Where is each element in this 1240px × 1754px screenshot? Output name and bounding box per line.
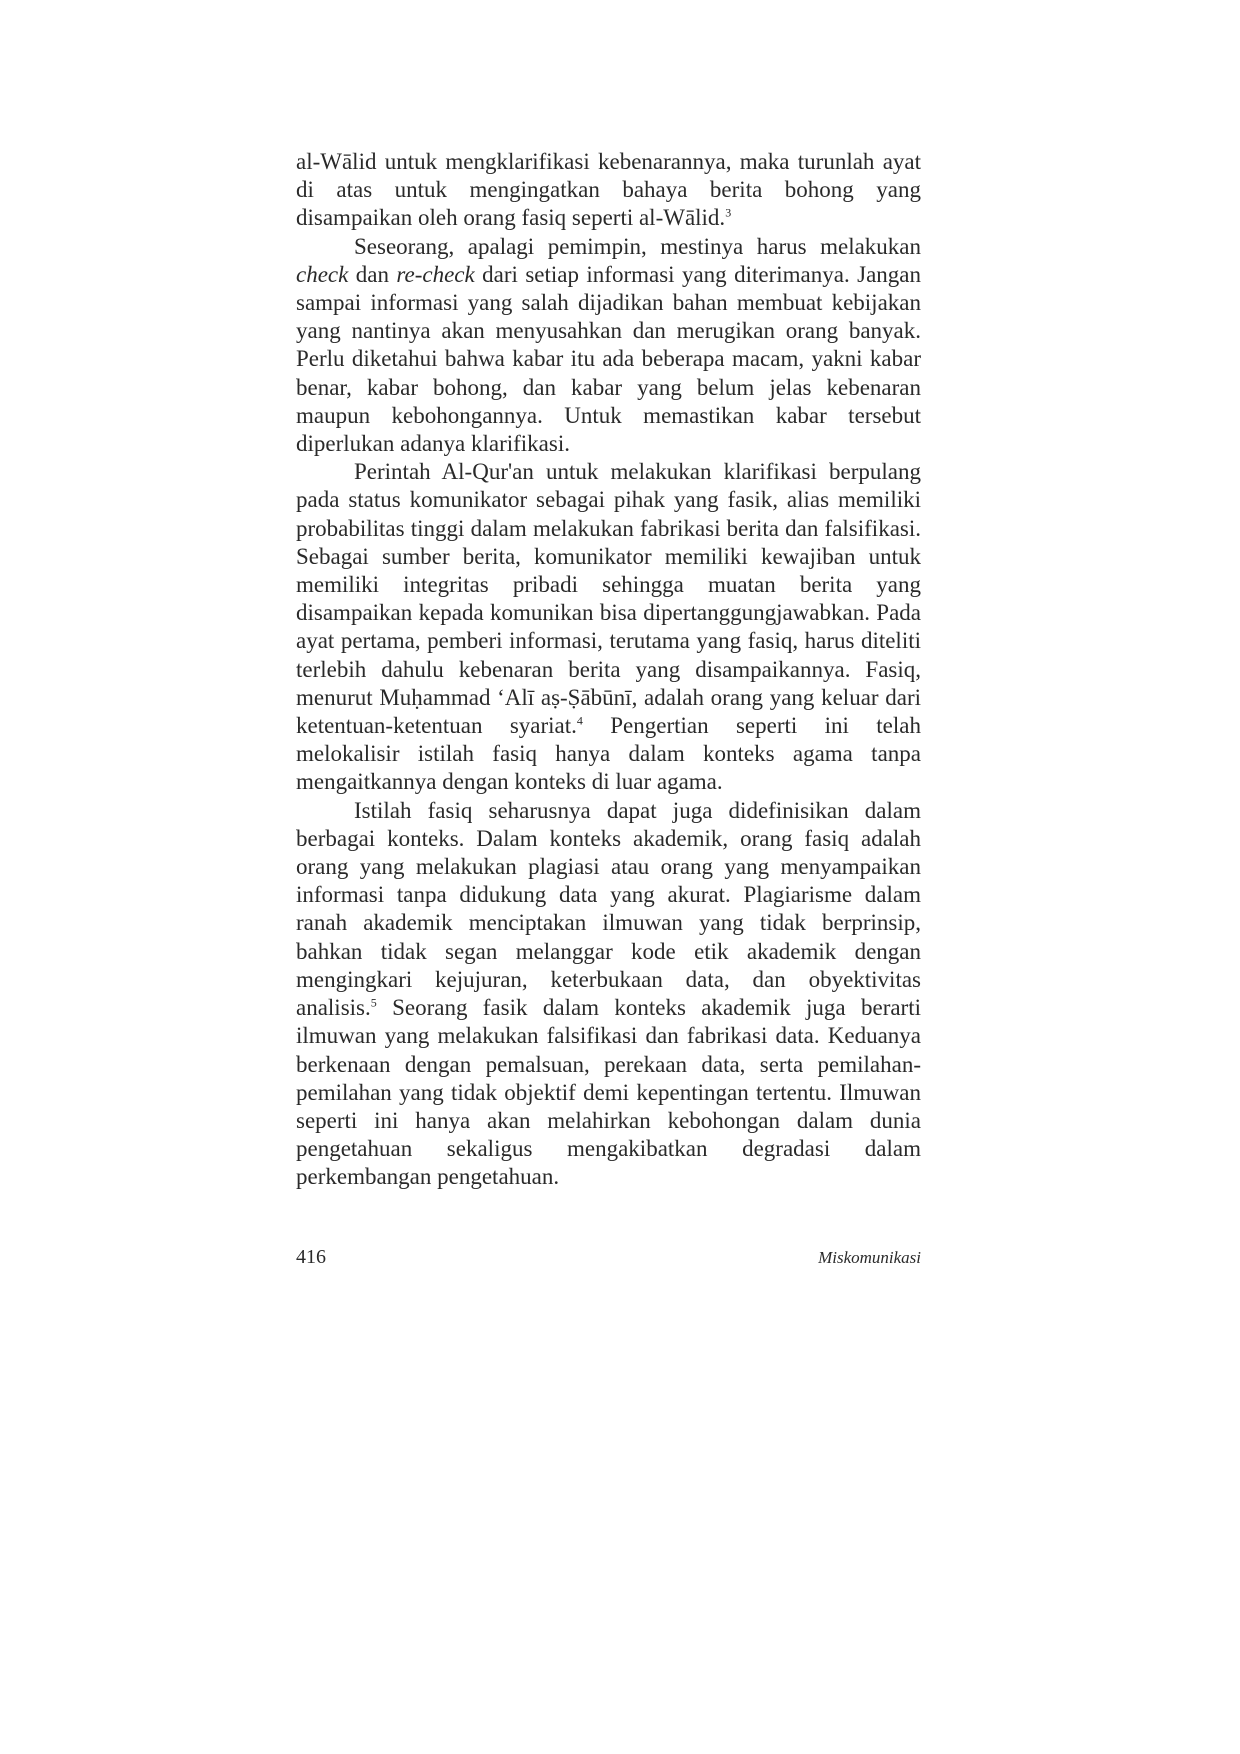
running-title: Miskomunikasi <box>818 1248 921 1267</box>
paragraph-academic-context <box>296 797 921 1192</box>
footnote-ref-4: 4 <box>576 713 583 728</box>
paragraph-text: Seorang fasik dalam konteks akademik juga berarti ilmuwan yang melakukan falsifikasi dan fabrikasi data. Keduanya berkenaan dengan pemalsuan, perekaan data, serta pemilahan-pemilahan yang tidak objektif demi kepentingan tertentu. Ilmuwan seperti ini hanya akan melahirkan kebohongan dalam dunia pengetahuan sekaligus mengakibatkan degradasi dalam perkembangan pengetahuan. <box>296 995 921 1190</box>
paragraph-text: Perintah Al-Qur'an untuk melakukan klarifikasi berpulang pada status komunikator sebagai pihak yang fasik, alias memiliki probabilitas tinggi dalam melakukan fabrikasi berita dan falsifikasi. Sebagai sumber berita, komunikator memiliki kewajiban untuk memiliki integritas pribadi sehingga muatan berita yang disampaikan kepada komunikan bisa dipertanggungjawabkan. Pada ayat pertama, pemberi informasi, terutama yang fasiq, harus diteliti terlebih dahulu kebenaran berita yang disampaikannya. Fasiq, menurut Muḥammad ‘Alī aṣ-Ṣābūnī, adalah orang yang keluar dari ketentuan-ketentuan syariat. <box>296 459 921 739</box>
paragraph-quran-command <box>296 458 921 796</box>
footnote-ref-3: 3 <box>725 205 732 220</box>
page-footer <box>296 1246 921 1276</box>
page-body <box>296 148 921 1192</box>
paragraph-text: dan <box>348 261 397 287</box>
footnote-ref-5: 5 <box>370 995 377 1010</box>
italic-term-re-check: re-check <box>396 261 475 287</box>
paragraph-text: al-Wālid untuk mengklarifikasi kebenarannya, maka turunlah ayat di atas untuk mengingatkan bahaya berita bohong yang disampaikan oleh orang fasiq seperti al-Wālid. <box>296 149 921 231</box>
paragraph-text: Seseorang, apalagi pemimpin, mestinya harus melakukan <box>354 233 921 259</box>
paragraph-continuation <box>296 148 921 233</box>
page-number: 416 <box>296 1246 326 1268</box>
paragraph-text: dari setiap informasi yang diterimanya. Jangan sampai informasi yang salah dijadikan bahan membuat kebijakan yang nantinya akan menyusahkan dan merugikan orang banyak. Perlu diketahui bahwa kabar itu ada beberapa macam, yakni kabar benar, kabar bohong, dan kabar yang belum jelas kebenaran maupun kebohongannya. Untuk memastikan kabar tersebut diperlukan adanya klarifikasi. <box>296 261 921 457</box>
paragraph-text: Pengertian seperti ini telah melokalisir istilah fasiq hanya dalam konteks agama tanpa mengaitkannya dengan konteks di luar agama. <box>296 713 921 795</box>
paragraph-verification <box>296 233 921 459</box>
italic-term-check: check <box>296 261 349 287</box>
paragraph-text: Istilah fasiq seharusnya dapat juga didefinisikan dalam berbagai konteks. Dalam konteks akademik, orang fasiq adalah orang yang melakukan plagiasi atau orang yang menyampaikan informasi tanpa didukung data yang akurat. Plagiarisme dalam ranah akademik menciptakan ilmuwan yang tidak berprinsip, bahkan tidak segan melanggar kode etik akademik dengan mengingkari kejujuran, keterbukaan data, dan obyektivitas analisis. <box>296 797 921 1021</box>
